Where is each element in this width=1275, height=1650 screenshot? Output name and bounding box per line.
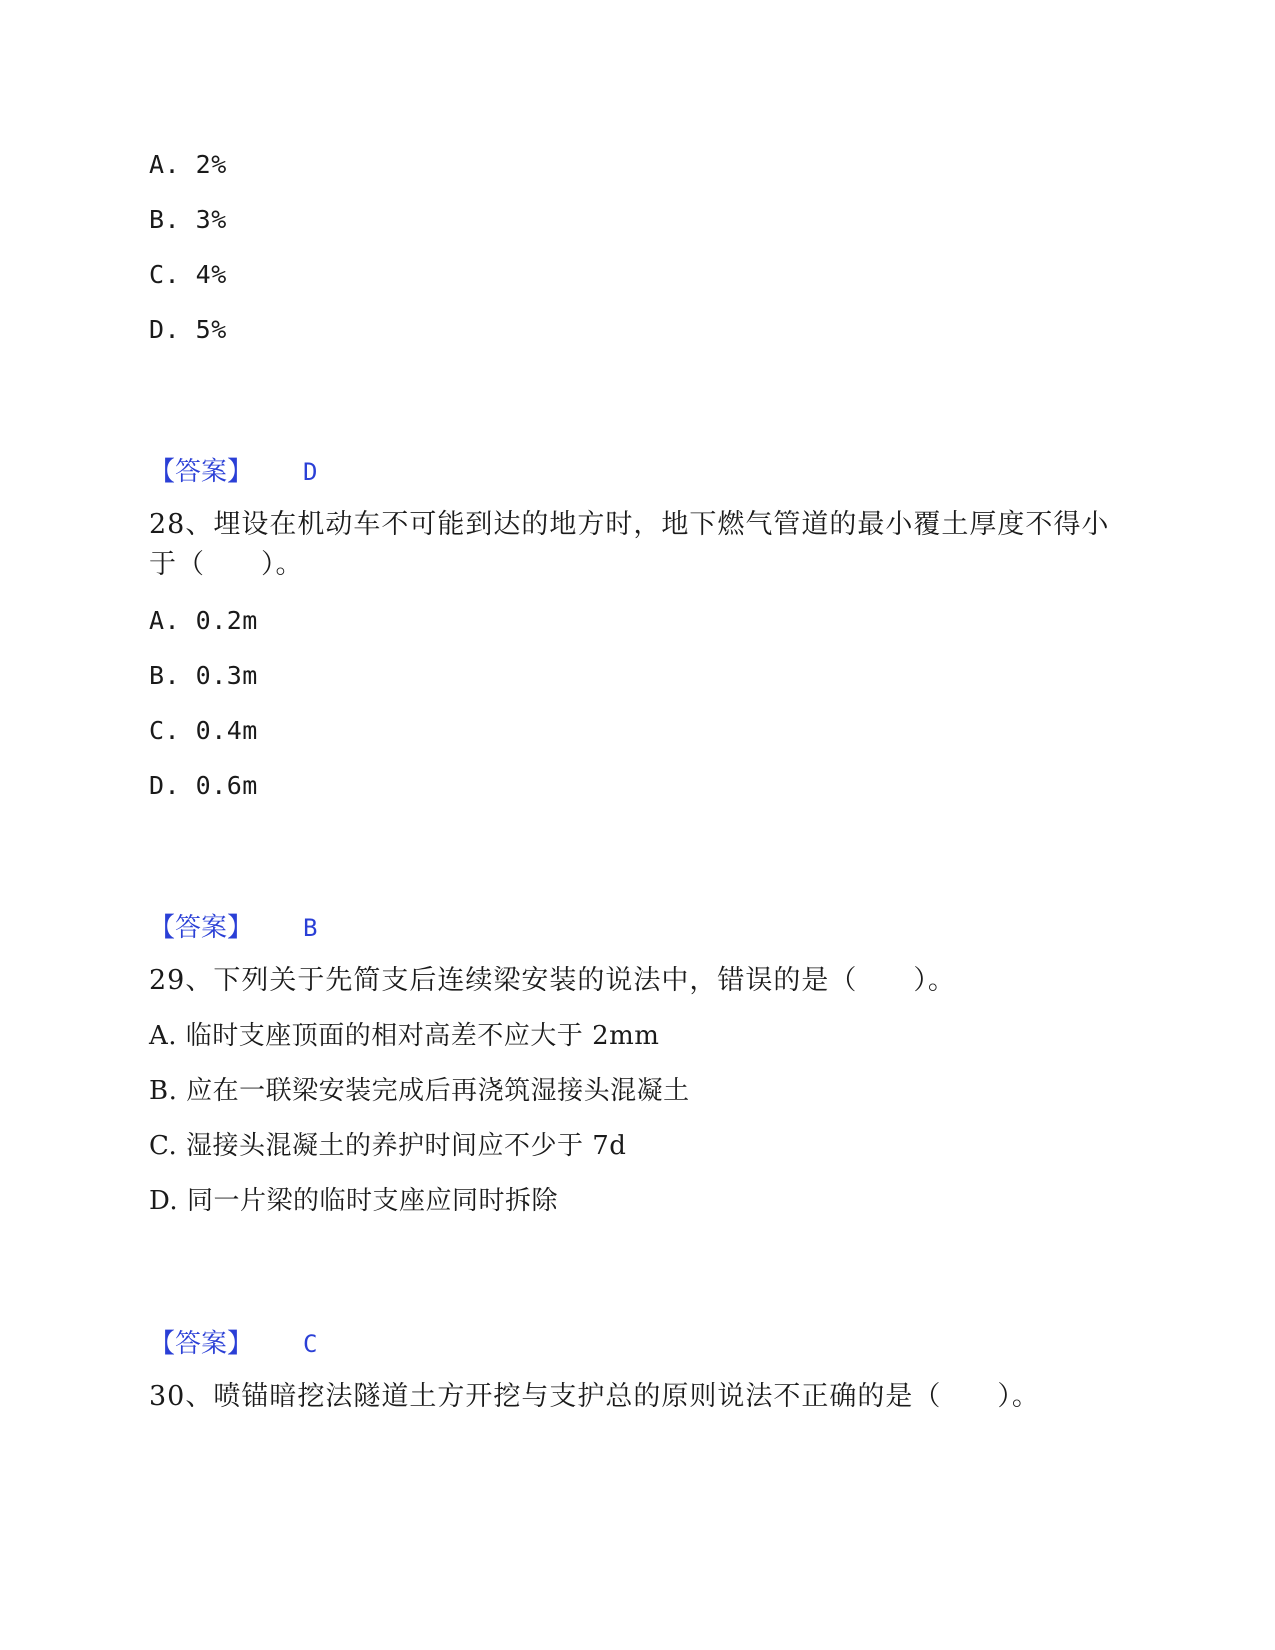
q27-answer [149,455,317,489]
answer-value: D [303,458,318,486]
q28-option-c: C. 0.4m [149,716,258,745]
answer-label: 【答案】 [149,457,254,487]
q27-option-a: A. 2% [149,150,227,179]
q27-option-b: B. 3% [149,205,227,234]
q28-stem: 28、埋设在机动车不可能到达的地方时，地下燃气管道的最小覆土厚度不得小于（ ）。 [149,509,1110,580]
q29-stem: 29、下列关于先简支后连续梁安装的说法中，错误的是（ ）。 [149,965,956,996]
q28-option-a: A. 0.2m [149,606,258,635]
q27-option-c: C. 4% [149,260,227,289]
q30-stem: 30、喷锚暗挖法隧道土方开挖与支护总的原则说法不正确的是（ ）。 [149,1381,1040,1412]
q28-option-b: B. 0.3m [149,661,258,690]
q29-option-a: A. 临时支座顶面的相对高差不应大于 2mm [149,1021,660,1051]
q29-answer [149,1327,317,1361]
q29-option-d: D. 同一片梁的临时支座应同时拆除 [149,1186,558,1216]
q28-option-d: D. 0.6m [149,771,258,800]
q28-answer [149,911,317,945]
q27-option-d: D. 5% [149,315,227,344]
answer-label: 【答案】 [149,1329,254,1359]
answer-value: C [303,1330,318,1358]
answer-value: B [303,914,318,942]
q29-option-b: B. 应在一联梁安装完成后再浇筑湿接头混凝土 [149,1076,690,1106]
answer-label: 【答案】 [149,913,254,943]
q29-option-c: C. 湿接头混凝土的养护时间应不少于 7d [149,1131,627,1161]
